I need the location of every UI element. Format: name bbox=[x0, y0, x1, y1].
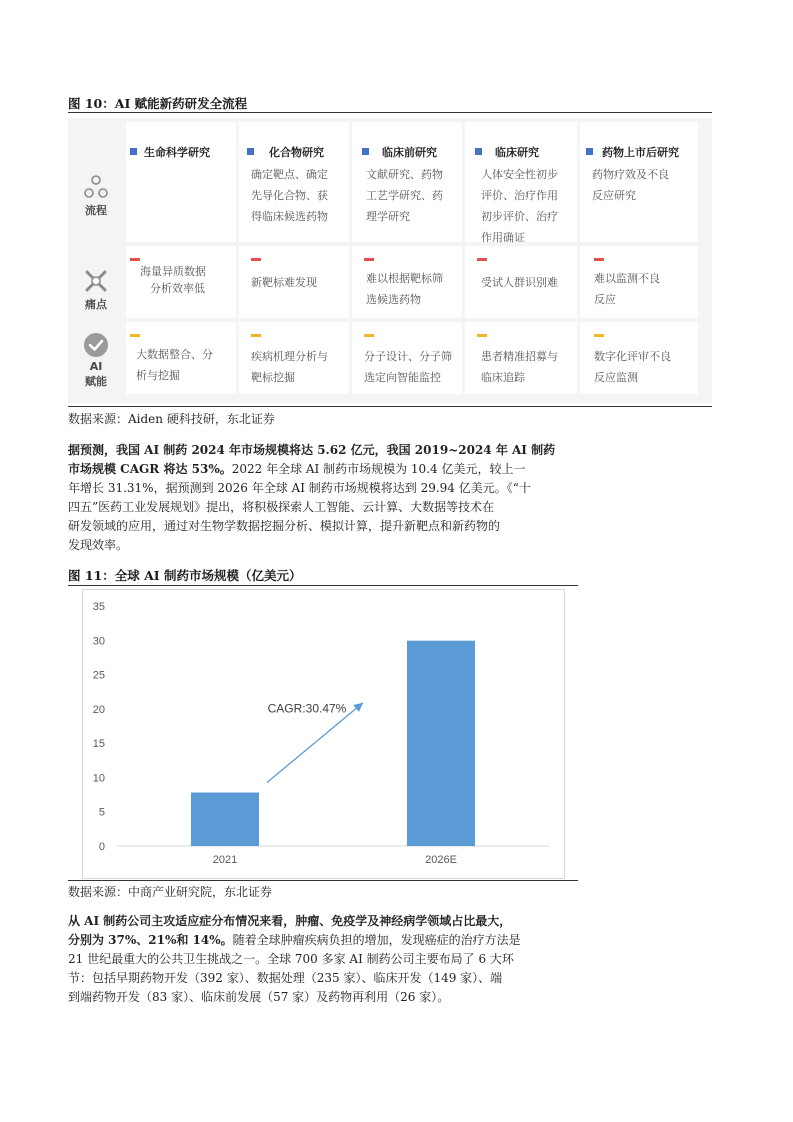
blue-square-marker bbox=[586, 148, 593, 155]
stage-title: 药物上市后研究 bbox=[602, 146, 679, 159]
stage-title: 临床前研究 bbox=[382, 146, 437, 159]
ai-cell-post-market bbox=[580, 322, 698, 394]
ai-text: 疾病机理分析与 靶标挖掘 bbox=[251, 350, 328, 384]
y-tick-label: 30 bbox=[92, 635, 105, 648]
stage-cell-compound bbox=[239, 122, 349, 242]
pain-cell-clinical bbox=[465, 246, 577, 318]
ai-drug-discovery-flow-diagram bbox=[68, 118, 712, 403]
figure-10-bottom-rule bbox=[68, 406, 712, 407]
market-size-chart-svg bbox=[83, 590, 564, 878]
yellow-dash-marker bbox=[364, 334, 374, 337]
bar-2026E bbox=[407, 641, 475, 846]
pain-cell-post-market bbox=[580, 246, 698, 318]
pain-cell-life-science bbox=[126, 246, 236, 318]
yellow-dash-marker bbox=[477, 334, 487, 337]
process-text: 文献研究、药物 工艺学研究、药 理学研究 bbox=[366, 168, 443, 223]
paragraph-line: 节：包括早期药物开发（392 家）、数据处理（235 家）、临床开发（149 家）、端 bbox=[68, 971, 503, 985]
blue-square-marker bbox=[130, 148, 137, 155]
paragraph-bold-cagr: 市场规模 CAGR 将达 53%。 bbox=[68, 462, 232, 476]
paragraph-line: 21 世纪最重大的公共卫生挑战之一。全球 700 多家 AI 制药公司主要布局了 6 大环 bbox=[68, 952, 514, 966]
pain-text: 受试人群识别难 bbox=[481, 276, 558, 289]
stage-title: 临床研究 bbox=[495, 146, 539, 159]
row-label-pain: 痛点 bbox=[68, 268, 124, 312]
stage-cell-preclinical bbox=[352, 122, 462, 242]
yellow-dash-marker bbox=[251, 334, 261, 337]
process-text: 药物疗效及不良 反应研究 bbox=[592, 168, 669, 202]
y-tick-label: 10 bbox=[92, 772, 105, 785]
ai-cell-compound bbox=[239, 322, 349, 394]
pain-cell-preclinical bbox=[352, 246, 462, 318]
row-label-ai: AI 赋能 bbox=[68, 332, 124, 389]
pain-cell-compound bbox=[239, 246, 349, 318]
pain-text: 难以根据靶标筛 选候选药物 bbox=[366, 272, 443, 306]
red-dash-marker bbox=[477, 258, 487, 261]
figure-11-source: 数据来源：中商产业研究院，东北证券 bbox=[68, 885, 273, 899]
cagr-arrow-head bbox=[353, 703, 363, 712]
x-tick-label: 2021 bbox=[212, 854, 238, 866]
figure-10-source: 数据来源：Aiden 硬科技研，东北证券 bbox=[68, 412, 275, 426]
check-icon bbox=[83, 332, 109, 358]
stage-title: 生命科学研究 bbox=[144, 146, 210, 159]
pain-text: 海量异质数据 分析效率低 bbox=[140, 265, 206, 295]
paragraph-line: 到端药物开发（83 家）、临床前发展（57 家）及药物再利用（26 家）。 bbox=[68, 990, 450, 1004]
yellow-dash-marker bbox=[594, 334, 604, 337]
y-tick-label: 35 bbox=[92, 601, 105, 613]
bar-2021 bbox=[191, 793, 259, 846]
paragraph-line: 发现效率。 bbox=[68, 538, 129, 552]
blue-square-marker bbox=[475, 148, 482, 155]
process-text: 确定靶点、确定 先导化合物、获 得临床候选药物 bbox=[251, 168, 328, 223]
pain-text: 新靶标难发现 bbox=[251, 276, 317, 289]
ai-text: 分子设计、分子筛 选定向智能监控 bbox=[364, 350, 452, 384]
figure-10-title: 图 10：AI 赋能新药研发全流程 bbox=[68, 96, 248, 111]
figure-11-bottom-rule bbox=[68, 880, 578, 881]
paragraph-text: 随着全球肿瘤疾病负担的增加，发现癌症的治疗方法是 bbox=[232, 933, 521, 947]
pain-icon bbox=[83, 268, 109, 294]
blue-square-marker bbox=[362, 148, 369, 155]
figure-11-top-rule bbox=[68, 585, 578, 586]
blue-square-marker bbox=[247, 148, 254, 155]
ai-cell-preclinical bbox=[352, 322, 462, 394]
ai-text: 数字化评审不良 反应监测 bbox=[594, 350, 671, 384]
paragraph-bold-line: 据预测，我国 AI 制药 2024 年市场规模将达 5.62 亿元，我国 2019~2024 年 AI 制药 bbox=[68, 443, 556, 457]
process-text: 人体安全性初步 评价、治疗作用 初步评价、治疗 作用确证 bbox=[481, 168, 558, 244]
ai-text: 患者精准招募与 临床追踪 bbox=[481, 350, 558, 384]
y-tick-label: 5 bbox=[98, 806, 105, 819]
paragraph-line: 研发领域的应用，通过对生物学数据挖掘分析、模拟计算，提升新靶点和新药物的 bbox=[68, 519, 501, 533]
y-tick-label: 15 bbox=[92, 738, 105, 751]
market-size-chart bbox=[82, 589, 565, 879]
flow-icon bbox=[83, 174, 109, 200]
paragraph-indication-distribution bbox=[68, 912, 578, 1007]
pain-text: 难以监测不良 反应 bbox=[594, 272, 660, 306]
paragraph-market-forecast bbox=[68, 441, 578, 555]
paragraph-bold-percentages: 分别为 37%、21%和 14%。 bbox=[68, 933, 233, 947]
stage-title: 化合物研究 bbox=[269, 146, 324, 159]
paragraph-line: 四五”医药工业发展规划》提出，将积极探索人工智能、云计算、大数据等技术在 bbox=[68, 500, 495, 514]
y-tick-label: 25 bbox=[92, 669, 105, 682]
paragraph-text: 2022 年全球 AI 制药市场规模为 10.4 亿美元，较上一 bbox=[231, 462, 526, 476]
stage-cell-post-market bbox=[580, 122, 698, 242]
stage-cell-clinical bbox=[465, 122, 577, 242]
red-dash-marker bbox=[594, 258, 604, 261]
red-dash-marker bbox=[130, 258, 140, 261]
y-tick-label: 0 bbox=[98, 841, 105, 853]
y-tick-label: 20 bbox=[92, 703, 105, 716]
yellow-dash-marker bbox=[130, 334, 140, 337]
paragraph-line: 年增长 31.31%，据预测到 2026 年全球 AI 制药市场规模将达到 29.94 亿美元。《“十 bbox=[68, 481, 531, 495]
figure-11-title: 图 11：全球 AI 制药市场规模（亿美元） bbox=[68, 568, 302, 583]
ai-cell-clinical bbox=[465, 322, 577, 394]
x-tick-label: 2026E bbox=[425, 854, 457, 866]
stage-cell-life-science bbox=[126, 122, 236, 242]
red-dash-marker bbox=[251, 258, 261, 261]
ai-cell-life-science bbox=[126, 322, 236, 394]
figure-10-top-rule bbox=[68, 112, 712, 113]
paragraph-bold-line: 从 AI 制药公司主攻适应症分布情况来看，肿瘤、免疫学及神经病学领域占比最大， bbox=[68, 914, 512, 928]
ai-text: 大数据整合、分 析与挖掘 bbox=[136, 348, 213, 382]
row-label-process: 流程 bbox=[68, 174, 124, 218]
cagr-annotation: CAGR:30.47% bbox=[267, 701, 347, 716]
red-dash-marker bbox=[364, 258, 374, 261]
